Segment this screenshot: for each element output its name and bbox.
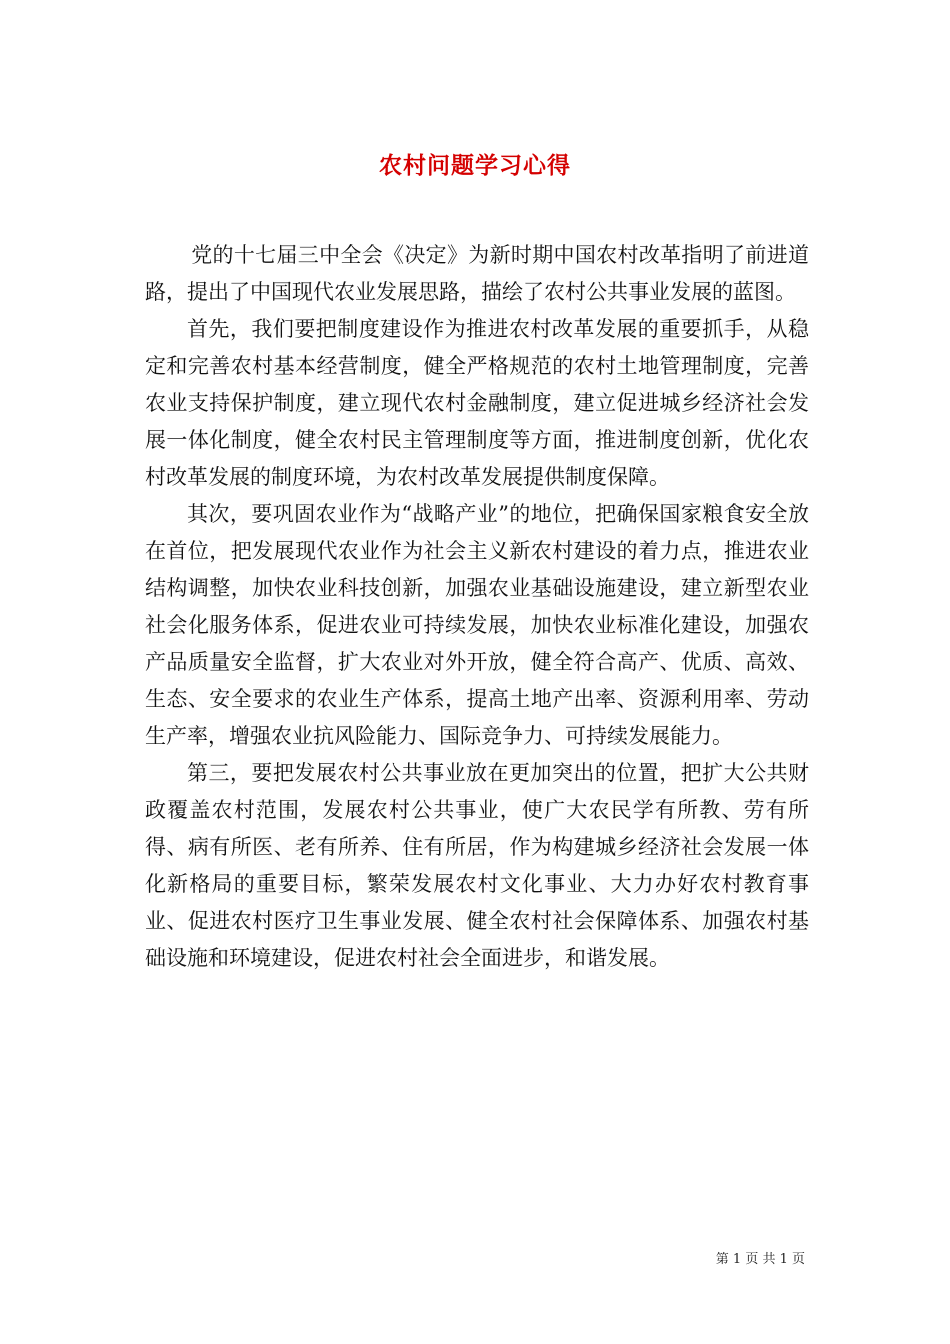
page-number-footer: 第 1 页 共 1 页 [715,1252,805,1267]
document-body [145,237,809,977]
paragraph-intro: 党的十七届三中全会《决定》为新时期中国农村改革指明了前进道路，提出了中国现代农业发展思路，描绘了农村公共事业发展的蓝图。 [145,243,809,304]
paragraph-first-point: 首先，我们要把制度建设作为推进农村改革发展的重要抓手，从稳定和完善农村基本经营制度，健全严格规范的农村土地管理制度，完善农业支持保护制度，建立现代农村金融制度，建立促进城乡经济社会发展一体化制度，健全农村民主管理制度等方面，推进制度创新，优化农村改革发展的制度环境，为农村改革发展提供制度保障。 [145,317,809,489]
paragraph-third-point: 第三，要把发展农村公共事业放在更加突出的位置，把扩大公共财政覆盖农村范围，发展农村公共事业，使广大农民学有所教、劳有所得、病有所医、老有所养、住有所居，作为构建城乡经济社会发展一体化新格局的重要目标，繁荣发展农村文化事业、大力办好农村教育事业、促进农村医疗卫生事业发展、健全农村社会保障体系、加强农村基础设施和环境建设，促进农村社会全面进步，和谐发展。 [145,761,809,970]
document-title: 农村问题学习心得 [379,152,571,180]
paragraph-second-point: 其次，要巩固农业作为“战略产业”的地位，把确保国家粮食安全放在首位，把发展现代农业作为社会主义新农村建设的着力点，推进农业结构调整，加快农业科技创新，加强农业基础设施建设，建立新型农业社会化服务体系，促进农业可持续发展，加快农业标准化建设，加强农产品质量安全监督，扩大农业对外开放，健全符合高产、优质、高效、生态、安全要求的农业生产体系，提高土地产出率、资源利用率、劳动生产率，增强农业抗风险能力、国际竞争力、可持续发展能力。 [145,502,809,748]
